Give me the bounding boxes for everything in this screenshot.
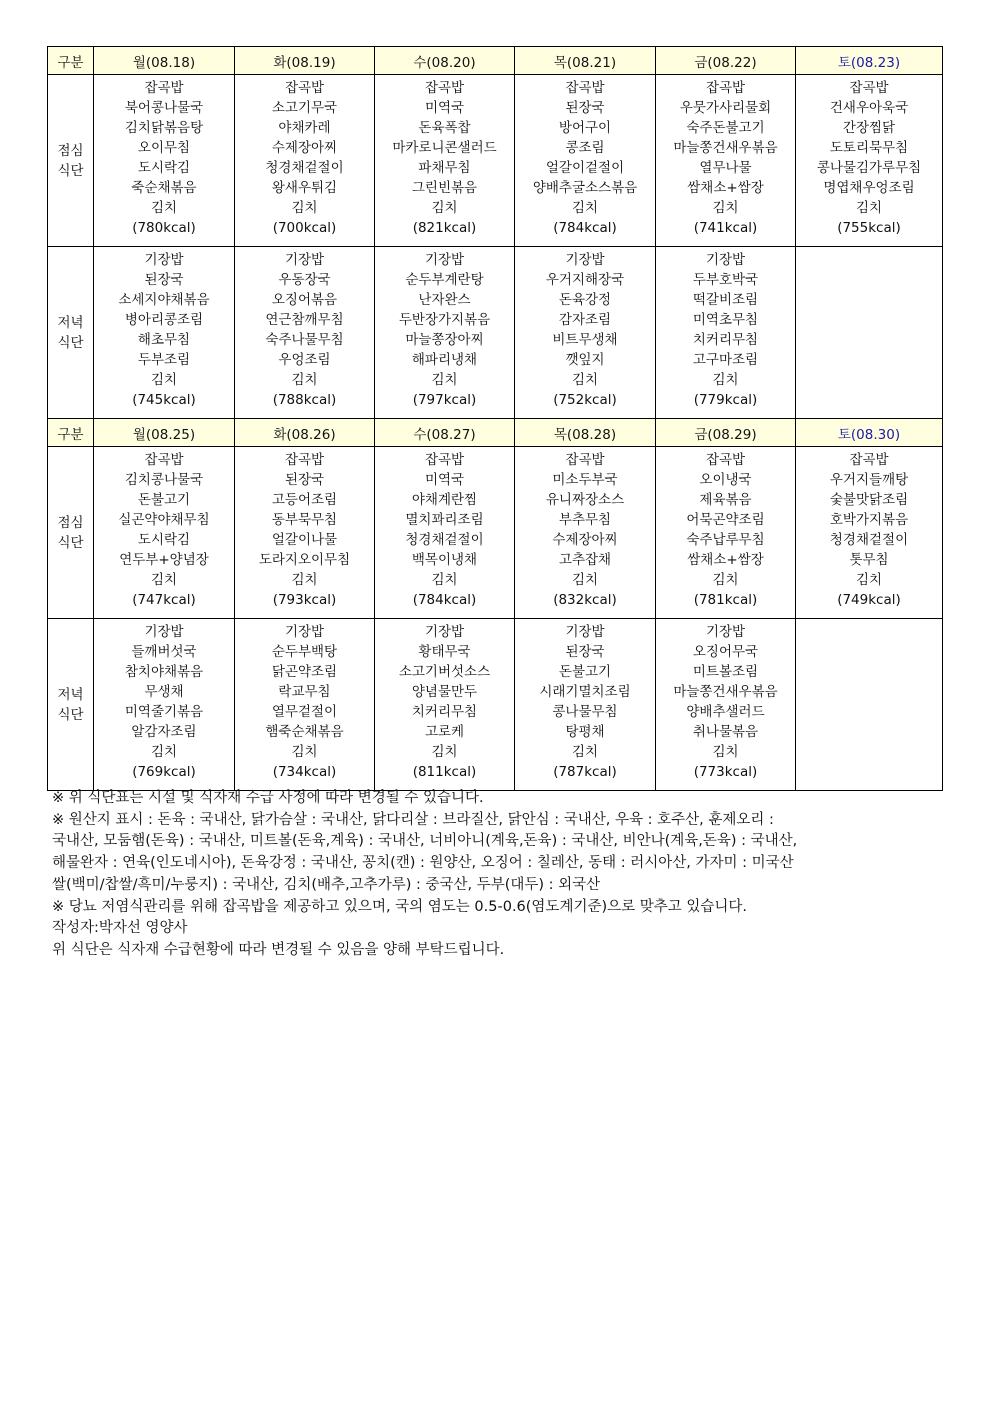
dish-item: 된장국 <box>565 644 605 660</box>
dish-item: 도토리묵무침 <box>829 140 909 156</box>
dish-item: 미역국 <box>424 100 465 116</box>
lunch-label-cell <box>48 75 94 247</box>
dish-item: 우거지들깨탕 <box>829 472 909 488</box>
calorie-value: (784kcal) <box>412 592 477 608</box>
dish-item: 김치 <box>712 372 739 388</box>
dish-item: 잡곡밥 <box>705 80 746 96</box>
dish-item: 연근참깨무침 <box>265 312 344 328</box>
lunch-day-cell <box>656 447 796 619</box>
dish-item: 김치 <box>291 200 318 216</box>
dish-item: 도시락김 <box>137 532 191 548</box>
dish-item: 김치 <box>431 200 458 216</box>
dish-item: 그린빈볶음 <box>411 180 478 196</box>
calorie-value: (769kcal) <box>132 764 196 780</box>
lunch-label-text: 식단 <box>57 534 84 551</box>
dinner-day-cell <box>235 619 375 791</box>
dish-item: 잡곡밥 <box>705 452 746 468</box>
lunch-menu-row <box>48 447 943 619</box>
dinner-day-cell <box>94 619 235 791</box>
dish-item: 콩조림 <box>565 140 605 156</box>
dish-item: 미트볼조림 <box>692 664 759 680</box>
dinner-menu-row <box>48 619 943 791</box>
calorie-value: (745kcal) <box>132 392 196 408</box>
dish-item: 동부묵무침 <box>271 512 338 528</box>
dish-item: 마카로니콘샐러드 <box>392 140 497 156</box>
dish-item: 건새우아욱국 <box>829 100 909 116</box>
dinner-label-text: 식단 <box>57 706 84 723</box>
dish-item: 미소두부국 <box>552 472 618 488</box>
dish-item: 북어콩나물국 <box>124 100 204 116</box>
dish-item: 치커리무침 <box>411 704 478 720</box>
dish-item: 돈육폭찹 <box>418 120 471 136</box>
dish-item: 연두부+양념장 <box>119 552 209 568</box>
dish-item: 잡곡밥 <box>565 80 605 96</box>
dish-item: 소세지야채볶음 <box>118 292 210 308</box>
lunch-menu-row <box>48 75 943 247</box>
week-header-row <box>48 47 943 75</box>
calorie-value: (788kcal) <box>272 392 337 408</box>
dish-item: 닭곤약조림 <box>271 664 338 680</box>
dish-item: 미역국 <box>424 472 465 488</box>
lunch-label-text: 점심 <box>57 142 84 159</box>
dish-item: 김치 <box>291 744 318 760</box>
dish-item: 잡곡밥 <box>424 452 465 468</box>
day-header-cell: 수(08.20) <box>375 47 515 75</box>
dish-item: 숯불맛닭조림 <box>829 492 909 508</box>
dish-item: 마늘쫑건새우볶음 <box>673 140 778 156</box>
dish-item: 참치야채볶음 <box>124 664 204 680</box>
dish-item: 소고기버섯소스 <box>398 664 491 680</box>
calorie-value: (755kcal) <box>837 220 901 236</box>
day-header-cell: 화(08.19) <box>235 47 375 75</box>
dish-item: 기장밥 <box>424 624 465 640</box>
dish-item: 기장밥 <box>565 624 605 640</box>
calorie-value: (752kcal) <box>553 392 617 408</box>
dinner-label-text: 저녁 <box>57 314 84 331</box>
calorie-value: (747kcal) <box>132 592 196 608</box>
calorie-value: (780kcal) <box>132 220 196 236</box>
dish-item: 숙주돈불고기 <box>686 120 765 136</box>
dish-item: 기장밥 <box>705 624 746 640</box>
day-header-cell: 화(08.26) <box>235 419 375 447</box>
dish-item: 야채카레 <box>278 120 331 136</box>
dish-item: 김치닭볶음탕 <box>124 120 204 136</box>
dish-item: 감자조림 <box>558 312 612 328</box>
dish-item: 된장국 <box>284 472 325 488</box>
dish-item: 김치 <box>571 744 599 760</box>
dinner-label-cell <box>48 619 94 791</box>
calorie-value: (793kcal) <box>272 592 337 608</box>
dish-item: 잡곡밥 <box>565 452 605 468</box>
dish-item: 돈육강정 <box>558 292 612 308</box>
calorie-value: (784kcal) <box>553 220 617 236</box>
dish-item: 열무겉절이 <box>271 704 338 720</box>
lunch-day-cell <box>235 447 375 619</box>
note-line: 작성자:박자선 영양사 <box>52 920 188 937</box>
dish-item: 순두부계란탕 <box>405 272 484 288</box>
dish-item: 쌈채소+쌈장 <box>687 552 764 568</box>
day-header-cell: 월(08.25) <box>94 419 235 447</box>
dinner-menu-row <box>48 247 943 419</box>
dish-item: 우거지해장국 <box>545 272 625 288</box>
calorie-value: (781kcal) <box>693 592 758 608</box>
dish-item: 양배추샐러드 <box>686 704 765 720</box>
dish-item: 양념물만두 <box>411 684 478 700</box>
dish-item: 된장국 <box>565 100 605 116</box>
dish-item: 왕새우튀김 <box>271 180 338 196</box>
calorie-value: (787kcal) <box>553 764 617 780</box>
dish-item: 미역줄기볶음 <box>124 704 204 720</box>
dish-item: 톳무침 <box>849 552 889 568</box>
note-line: 쌀(백미/찹쌀/흑미/누룽지) : 국내산, 김치(배추,고추가루) : 중국산, 두부(대두) : 외국산 <box>52 876 601 893</box>
dish-item: 수제장아찌 <box>552 532 618 548</box>
dinner-day-cell <box>656 247 796 419</box>
dish-item: 김치 <box>712 572 739 588</box>
dinner-label-cell <box>48 247 94 419</box>
dish-item: 기장밥 <box>284 252 325 268</box>
dish-item: 병아리콩조림 <box>124 312 204 328</box>
lunch-label-text: 점심 <box>57 514 84 531</box>
dish-item: 얼갈이나물 <box>271 532 338 548</box>
dinner-day-cell <box>94 247 235 419</box>
calorie-value: (779kcal) <box>693 392 758 408</box>
dish-item: 고로케 <box>424 724 465 740</box>
note-line: ※ 원산지 표시 : 돈육 : 국내산, 닭가슴살 : 국내산, 닭다리살 : 브라질산, 닭안심 : 국내산, 우육 : 호주산, 훈제오리 : <box>52 811 774 828</box>
notes-section <box>52 788 942 962</box>
dish-item: 우뭇가사리물회 <box>679 100 772 116</box>
dinner-day-cell <box>796 247 943 419</box>
dish-item: 치커리무침 <box>692 332 759 348</box>
lunch-label-text: 식단 <box>57 162 84 179</box>
weekly-menu-table <box>47 46 943 791</box>
dish-item: 된장국 <box>144 272 184 288</box>
dinner-day-cell <box>656 619 796 791</box>
dish-item: 김치 <box>291 572 318 588</box>
lunch-day-cell <box>94 447 235 619</box>
dish-item: 오징어볶음 <box>271 292 338 308</box>
dish-item: 김치 <box>150 744 178 760</box>
dish-item: 잡곡밥 <box>284 80 325 96</box>
dish-item: 김치 <box>712 744 739 760</box>
dish-item: 오징어무국 <box>692 644 759 660</box>
lunch-day-cell <box>235 75 375 247</box>
day-header-cell: 수(08.27) <box>375 419 515 447</box>
dinner-day-cell <box>375 247 515 419</box>
dish-item: 두반장가지볶음 <box>398 312 491 328</box>
menu-table-body <box>48 47 943 791</box>
header-label-cell: 구분 <box>48 419 94 447</box>
dish-item: 방어구이 <box>558 120 612 136</box>
dish-item: 알감자조림 <box>131 724 197 740</box>
lunch-day-cell <box>656 75 796 247</box>
dish-item: 두부호박국 <box>692 272 759 288</box>
dish-item: 잡곡밥 <box>424 80 465 96</box>
dish-item: 해파리냉채 <box>411 352 478 368</box>
dish-item: 김치 <box>571 200 599 216</box>
day-header-cell: 목(08.21) <box>515 47 656 75</box>
dish-item: 부추무침 <box>558 512 612 528</box>
dish-item: 우엉조림 <box>278 352 331 368</box>
dish-item: 김치 <box>855 200 883 216</box>
dish-item: 파채무침 <box>418 160 471 176</box>
dish-item: 간장찜닭 <box>842 120 896 136</box>
dish-item: 고추잡채 <box>558 552 612 568</box>
dinner-day-cell <box>515 247 656 419</box>
note-line: ※ 당뇨 저염식관리를 위해 잡곡밥을 제공하고 있으며, 국의 염도는 0.5-0.6(염도계기준)으로 맞추고 있습니다. <box>52 898 748 915</box>
day-header-cell: 금(08.22) <box>656 47 796 75</box>
dish-item: 기장밥 <box>424 252 465 268</box>
dish-item: 비트무생채 <box>552 332 618 348</box>
dish-item: 취나물볶음 <box>692 724 759 740</box>
dish-item: 청경채겉절이 <box>265 160 344 176</box>
calorie-value: (821kcal) <box>412 220 477 236</box>
dish-item: 고구마조림 <box>692 352 759 368</box>
calorie-value: (773kcal) <box>693 764 758 780</box>
dish-item: 잡곡밥 <box>144 452 184 468</box>
dish-item: 잡곡밥 <box>849 80 889 96</box>
week-header-row <box>48 419 943 447</box>
dish-item: 오이무침 <box>137 140 191 156</box>
dish-item: 도라지오이무침 <box>258 552 351 568</box>
dish-item: 마늘쫑장아찌 <box>405 332 484 348</box>
dish-item: 우동장국 <box>278 272 331 288</box>
dinner-day-cell <box>515 619 656 791</box>
dish-item: 김치 <box>150 572 178 588</box>
note-line: 국내산, 모둠햄(돈육) : 국내산, 미트볼(돈육,계육) : 국내산, 너비아니(계육,돈육) : 국내산, 비안나(계육,돈육) : 국내산, <box>52 833 798 850</box>
dish-item: 돈불고기 <box>137 492 191 508</box>
lunch-day-cell <box>796 75 943 247</box>
dish-item: 잡곡밥 <box>144 80 184 96</box>
dish-item: 햄죽순채볶음 <box>265 724 344 740</box>
note-line: 위 식단은 식자재 수급현황에 따라 변경될 수 있음을 양해 부탁드립니다. <box>52 941 505 958</box>
lunch-label-cell <box>48 447 94 619</box>
dish-item: 김치 <box>571 372 599 388</box>
calorie-value: (797kcal) <box>412 392 477 408</box>
dish-item: 김치 <box>150 372 178 388</box>
dish-item: 양배추굴소스볶음 <box>532 180 638 196</box>
dish-item: 호박가지볶음 <box>829 512 909 528</box>
dinner-day-cell <box>375 619 515 791</box>
dish-item: 김치 <box>431 572 458 588</box>
dish-item: 기장밥 <box>284 624 325 640</box>
lunch-day-cell <box>375 447 515 619</box>
dish-item: 야채계란찜 <box>411 492 478 508</box>
dish-item: 김치 <box>431 372 458 388</box>
calorie-value: (749kcal) <box>837 592 901 608</box>
dish-item: 청경채겉절이 <box>405 532 484 548</box>
dish-item: 잡곡밥 <box>284 452 325 468</box>
lunch-day-cell <box>515 447 656 619</box>
dish-item: 순두부백탕 <box>271 644 338 660</box>
day-header-cell: 월(08.18) <box>94 47 235 75</box>
dish-item: 락교무침 <box>278 684 331 700</box>
dish-item: 백목이냉채 <box>411 552 478 568</box>
dish-item: 돈불고기 <box>558 664 612 680</box>
calorie-value: (811kcal) <box>412 764 477 780</box>
dish-item: 소고기무국 <box>271 100 338 116</box>
dish-item: 기장밥 <box>144 252 184 268</box>
dish-item: 명엽채우엉조림 <box>823 180 915 196</box>
dish-item: 김치 <box>431 744 458 760</box>
dish-item: 김치 <box>855 572 883 588</box>
dish-item: 기장밥 <box>144 624 184 640</box>
calorie-value: (832kcal) <box>553 592 617 608</box>
dish-item: 어묵곤약조림 <box>686 512 765 528</box>
dish-item: 미역초무침 <box>692 312 759 328</box>
dish-item: 도시락김 <box>137 160 191 176</box>
day-header-cell: 금(08.29) <box>656 419 796 447</box>
dish-item: 김치 <box>571 572 599 588</box>
dish-item: 기장밥 <box>705 252 746 268</box>
dish-item: 떡갈비조림 <box>692 292 759 308</box>
dish-item: 마늘쫑건새우볶음 <box>673 684 778 700</box>
dish-item: 깻잎지 <box>565 352 605 368</box>
dish-item: 콩나물김가루무침 <box>816 160 922 176</box>
dish-item: 콩나물무침 <box>552 704 618 720</box>
dish-item: 오이냉국 <box>699 472 752 488</box>
dish-item: 탕평채 <box>565 724 605 740</box>
dish-item: 김치 <box>291 372 318 388</box>
dinner-label-text: 식단 <box>57 334 84 351</box>
dish-item: 난자완스 <box>418 292 471 308</box>
note-line: 해물완자 : 연육(인도네시아), 돈육강정 : 국내산, 꽁치(캔) : 원양산, 오징어 : 칠레산, 동태 : 러시아산, 가자미 : 미국산 <box>52 855 794 872</box>
dish-item: 무생채 <box>144 684 184 700</box>
dinner-day-cell <box>796 619 943 791</box>
day-header-cell: 토(08.30) <box>796 419 943 447</box>
header-label-cell: 구분 <box>48 47 94 75</box>
lunch-day-cell <box>94 75 235 247</box>
dish-item: 두부조림 <box>137 352 191 368</box>
dish-item: 기장밥 <box>565 252 605 268</box>
day-header-cell: 목(08.28) <box>515 419 656 447</box>
dish-item: 해초무침 <box>137 332 191 348</box>
dish-item: 유니짜장소스 <box>545 492 625 508</box>
dish-item: 황태무국 <box>418 644 471 660</box>
dinner-day-cell <box>235 247 375 419</box>
dish-item: 열무나물 <box>699 160 752 176</box>
day-header-cell: 토(08.23) <box>796 47 943 75</box>
dish-item: 멸치꽈리조림 <box>405 512 484 528</box>
dish-item: 숙주나물무침 <box>265 332 344 348</box>
calorie-value: (700kcal) <box>272 220 337 236</box>
dish-item: 시래기멸치조림 <box>539 684 631 700</box>
dish-item: 잡곡밥 <box>849 452 889 468</box>
dish-item: 들깨버섯국 <box>131 644 197 660</box>
lunch-day-cell <box>796 447 943 619</box>
calorie-value: (734kcal) <box>272 764 337 780</box>
calorie-value: (741kcal) <box>693 220 758 236</box>
lunch-day-cell <box>515 75 656 247</box>
dish-item: 죽순채볶음 <box>131 180 197 196</box>
dish-item: 쌈채소+쌈장 <box>687 180 764 196</box>
note-line: ※ 위 식단표는 시설 및 식자재 수급 사정에 따라 변경될 수 있습니다. <box>52 790 484 806</box>
dish-item: 수제장아찌 <box>271 140 338 156</box>
dish-item: 숙주납루무침 <box>686 532 765 548</box>
dish-item: 얼갈이겉절이 <box>545 160 625 176</box>
lunch-day-cell <box>375 75 515 247</box>
dish-item: 청경채겉절이 <box>829 532 909 548</box>
dish-item: 김치 <box>712 200 739 216</box>
dish-item: 고등어조림 <box>271 492 338 508</box>
dish-item: 김치콩나물국 <box>124 472 204 488</box>
dish-item: 제육볶음 <box>699 492 752 508</box>
dish-item: 김치 <box>150 200 178 216</box>
dish-item: 실곤약야채무침 <box>118 512 210 528</box>
dinner-label-text: 저녁 <box>57 686 84 703</box>
